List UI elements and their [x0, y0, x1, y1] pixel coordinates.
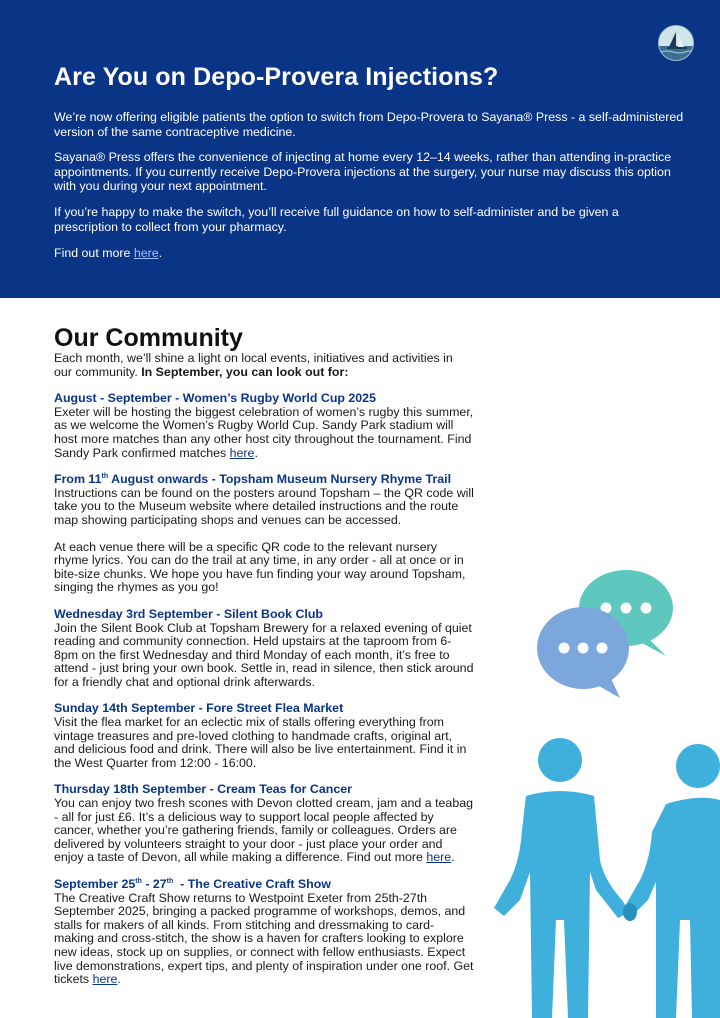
craft-show-tickets-link[interactable]: here [92, 972, 118, 987]
depo-paragraph-1: We’re now offering eligible patients the option to switch from Depo-Provera to Sayana® Press - a self-administered version of the same contraceptive medicine. [54, 110, 684, 139]
depo-provera-section [0, 0, 720, 298]
community-people-illustration [480, 560, 720, 1018]
cream-teas-here-link[interactable]: here [426, 850, 452, 865]
person-figure-right-icon [624, 744, 720, 1018]
community-illustration [480, 560, 720, 1018]
flea-market-event-body: Visit the flea market for an eclectic mix of stalls offering everything from vintage treasures and pre-loved clothing to handmade crafts, original art, and delicious food and drink. There will also be live entertainment. Find it in the West Quarter from 12:00 - 16:00. [54, 715, 467, 770]
trail-event-body-2: At each venue there will be a specific QR code to the relevant nursery rhyme lyrics. You can do the trail at any time, in any order - all at once or in bite-size chunks. We hope you have fun finding your way around Topsham, singing the rhymes as you go! [54, 539, 466, 595]
flea-market-event-title: Sunday 14th September - Fore Street Flea Market [54, 701, 344, 716]
cream-teas-event-body: You can enjoy two fresh scones with Devon clotted cream, jam and a teabag - all for just £6. It’s a delicious way to support local people affected by cancer, whether you’re gathering friends, family or colleagues. Orders are delivered by volunteers straight to your door - just place your order and enjoy a taste of Devon, all while making a difference. Find out more here. [54, 796, 473, 865]
book-club-event-body: Join the Silent Book Club at Topsham Brewery for a relaxed evening of quiet reading and community connection. Held upstairs at the taproom from 6-8pm on the first Wednesday and third Monday of each month, it’s free to attend - just bring your own book. Settle in, read in silence, then stick around for a friendly chat and optional drink afterwards. [54, 620, 474, 689]
rugby-event-title: August - September - Women’s Rugby World Cup 2025 [54, 391, 376, 406]
community-intro: Each month, we’ll shine a light on local events, initiatives and activities in our community. In September, you can look out for: [54, 351, 453, 379]
cream-teas-event-title: Thursday 18th September - Cream Teas for Cancer [54, 782, 352, 797]
craft-show-event-title: September 25th - 27th - The Creative Craft Show [54, 877, 331, 891]
community-section [54, 324, 474, 987]
depo-title: Are You on Depo-Provera Injections? [54, 63, 499, 91]
book-club-event-title: Wednesday 3rd September - Silent Book Club [54, 606, 323, 621]
depo-paragraph-2: Sayana® Press offers the convenience of injecting at home every 12–14 weeks, rather than attending in-practice appointments. If you currently receive Depo-Provera injections at the surgery, your nurse may discuss this option with you during your next appointment. [54, 150, 672, 194]
depo-paragraph-3: If you’re happy to make the switch, you’ll receive full guidance on how to self-administer and be given a prescription to collect from your pharmacy. [54, 205, 619, 234]
rugby-here-link[interactable]: here [229, 445, 255, 460]
depo-here-link[interactable]: here [133, 246, 159, 260]
sailboat-logo-icon [659, 26, 694, 61]
craft-show-event-body: The Creative Craft Show returns to Westpoint Exeter from 25th-27th September 2025, bringing a packed programme of workshops, demos, and stalls for makers of all kinds. From stitching and dressmaking to card-making and cross-stitch, the show is a haven for crafters looking to explore new ideas, stock up on supplies, or connect with fellow enthusiasts. Expect live demonstrations, expert tips, and plenty of inspiration under one roof. Get tickets here. [54, 890, 474, 987]
rugby-event-body: Exeter will be hosting the biggest celebration of women’s rugby this summer, as we welcome the Women’s Rugby World Cup. Sandy Park stadium will host more matches than any other host city throughout the tournament. Find Sandy Park confirmed matches here. [54, 404, 474, 460]
blue-speech-bubble-icon [537, 607, 629, 698]
trail-event-body-1: Instructions can be found on the posters around Topsham – the QR code will take you to the Museum website where detailed instructions and the route map showing participating shops and venues can be accessed. [54, 485, 474, 527]
depo-find-out-more: Find out more here. [54, 246, 163, 260]
trail-event-title: From 11th August onwards - Topsham Museum Nursery Rhyme Trail [54, 472, 452, 487]
community-title: Our Community [54, 324, 243, 352]
practice-logo [658, 25, 694, 61]
person-figure-left-icon [494, 738, 630, 1018]
